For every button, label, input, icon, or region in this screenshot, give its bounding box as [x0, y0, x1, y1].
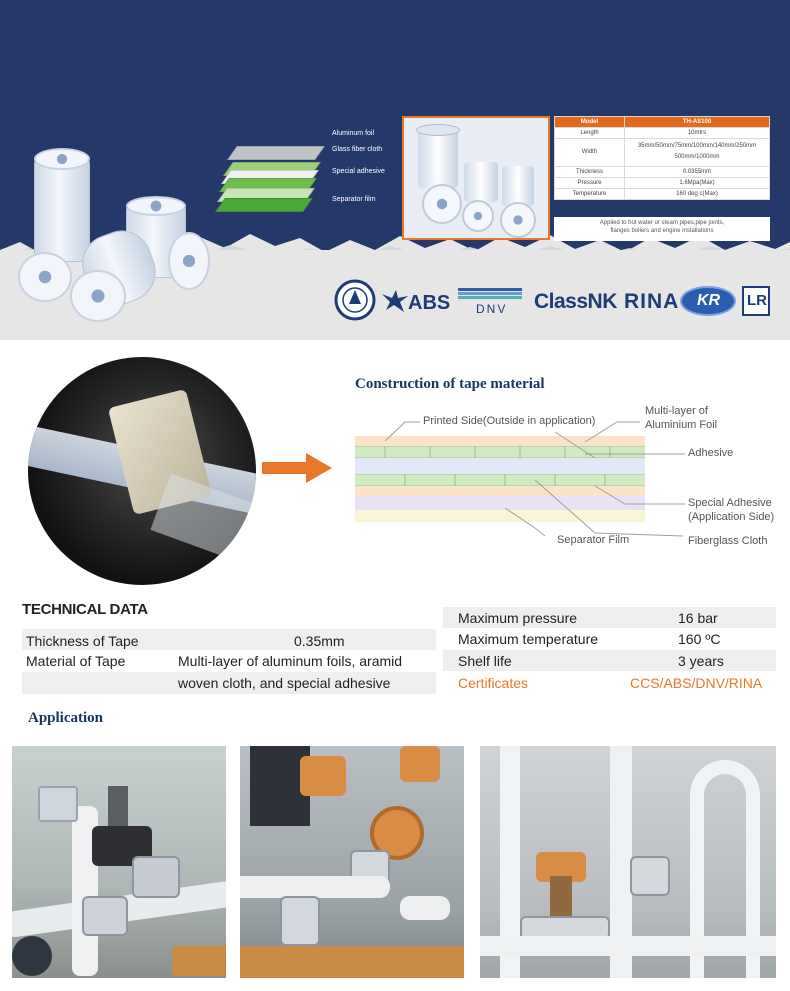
tech-value-shelf-life: 3 years: [678, 653, 724, 669]
spec-cell: 0.0355mm: [625, 166, 770, 177]
spec-table-header: [555, 117, 770, 128]
label-fiberglass-cloth: Fiberglass Cloth: [688, 535, 768, 547]
spec-cell: Thickness: [555, 166, 625, 177]
spec-cell: 1.6Mpa(Max): [625, 177, 770, 188]
spec-cell: 160 deg c(Max): [625, 188, 770, 199]
spec-note: Applied to hot water or steam pipes,pipe joints, flanges boilers and engine installations: [554, 217, 770, 241]
layer-label-special-adhesive: Special adhesive: [332, 168, 385, 175]
label-special-adhesive: Special Adhesive (Application Side): [688, 497, 775, 523]
tech-value-thickness: 0.35mm: [294, 633, 345, 649]
application-title: Application: [28, 710, 104, 726]
tech-label-material: Material of Tape: [26, 653, 126, 669]
label-adhesive: Adhesive: [688, 447, 734, 459]
classnk-logo: ClassNK: [534, 290, 617, 313]
technical-data-title: TECHNICAL DATA: [22, 601, 148, 618]
layer-label-separator-film: Separator film: [332, 196, 376, 203]
spec-cell: 35mm/50mm/75mm/100mm/140mm/250mm 500mm/1000mm: [625, 139, 770, 167]
tech-value-max-pressure: 16 bar: [678, 610, 718, 626]
tech-value-max-temperature: 160 ºC: [678, 631, 721, 647]
lr-logo-text: LR: [747, 292, 767, 309]
spec-row: [555, 166, 770, 177]
tech-label-thickness: Thickness of Tape: [26, 633, 139, 649]
label-printed-side: Printed Side(Outside in application): [423, 415, 596, 427]
lr-logo: [742, 286, 770, 316]
spec-cell: 10mtrs: [625, 128, 770, 139]
tech-value-certificates: CCS/ABS/DNV/RINA: [630, 675, 763, 691]
spec-row: [555, 128, 770, 139]
construction-title: Construction of tape material: [355, 376, 545, 392]
certification-logos: [330, 276, 780, 326]
spec-cell: Temperature: [555, 188, 625, 199]
layer-label-aluminum-foil: Aluminum foil: [332, 130, 375, 137]
layer-stack-illustration: [210, 140, 320, 220]
arrow-right-icon: [262, 453, 332, 483]
spec-cell: Width: [555, 139, 625, 167]
abs-eagle-icon: [382, 290, 408, 312]
tech-value-material: Multi-layer of aluminum foils, aramid: [178, 653, 403, 669]
dnv-logo-bars: [458, 288, 522, 300]
product-photo: [402, 116, 550, 240]
abs-logo: ABS: [408, 292, 451, 314]
tech-label-max-temperature: Maximum temperature: [458, 631, 599, 647]
kr-logo-text: KR: [697, 292, 721, 309]
label-separator-film: Separator Film: [557, 534, 630, 546]
rina-logo: RINA: [624, 290, 680, 313]
layer-label-glass-fiber: Glass fiber cloth: [332, 146, 383, 153]
diagram-leader-lines: [355, 408, 695, 558]
kr-logo: [680, 286, 736, 316]
label-multilayer-foil: Multi-layer of Aluminium Foil: [645, 405, 718, 431]
spec-cell: Pressure: [555, 177, 625, 188]
spec-row: [555, 188, 770, 199]
tech-label-max-pressure: Maximum pressure: [458, 610, 578, 626]
application-photo-3: [480, 746, 776, 978]
spec-header-cell: TH-AS100: [625, 117, 770, 128]
spec-row: [555, 177, 770, 188]
tape-closeup-photo: [28, 357, 256, 585]
tech-value-material-cont: woven cloth, and special adhesive: [178, 675, 391, 691]
hero-banner: [0, 0, 790, 340]
ccs-seal-logo: [334, 276, 376, 324]
spec-table: [554, 116, 770, 200]
spec-cell: Length: [555, 128, 625, 139]
spec-header-cell: Model: [555, 117, 625, 128]
spec-row: [555, 139, 770, 167]
application-photo-2: [240, 746, 464, 978]
dnv-logo: DNV: [476, 302, 508, 316]
tech-label-certificates: Certificates: [458, 675, 529, 691]
tech-label-shelf-life: Shelf life: [458, 653, 512, 669]
application-photo-1: [12, 746, 226, 978]
